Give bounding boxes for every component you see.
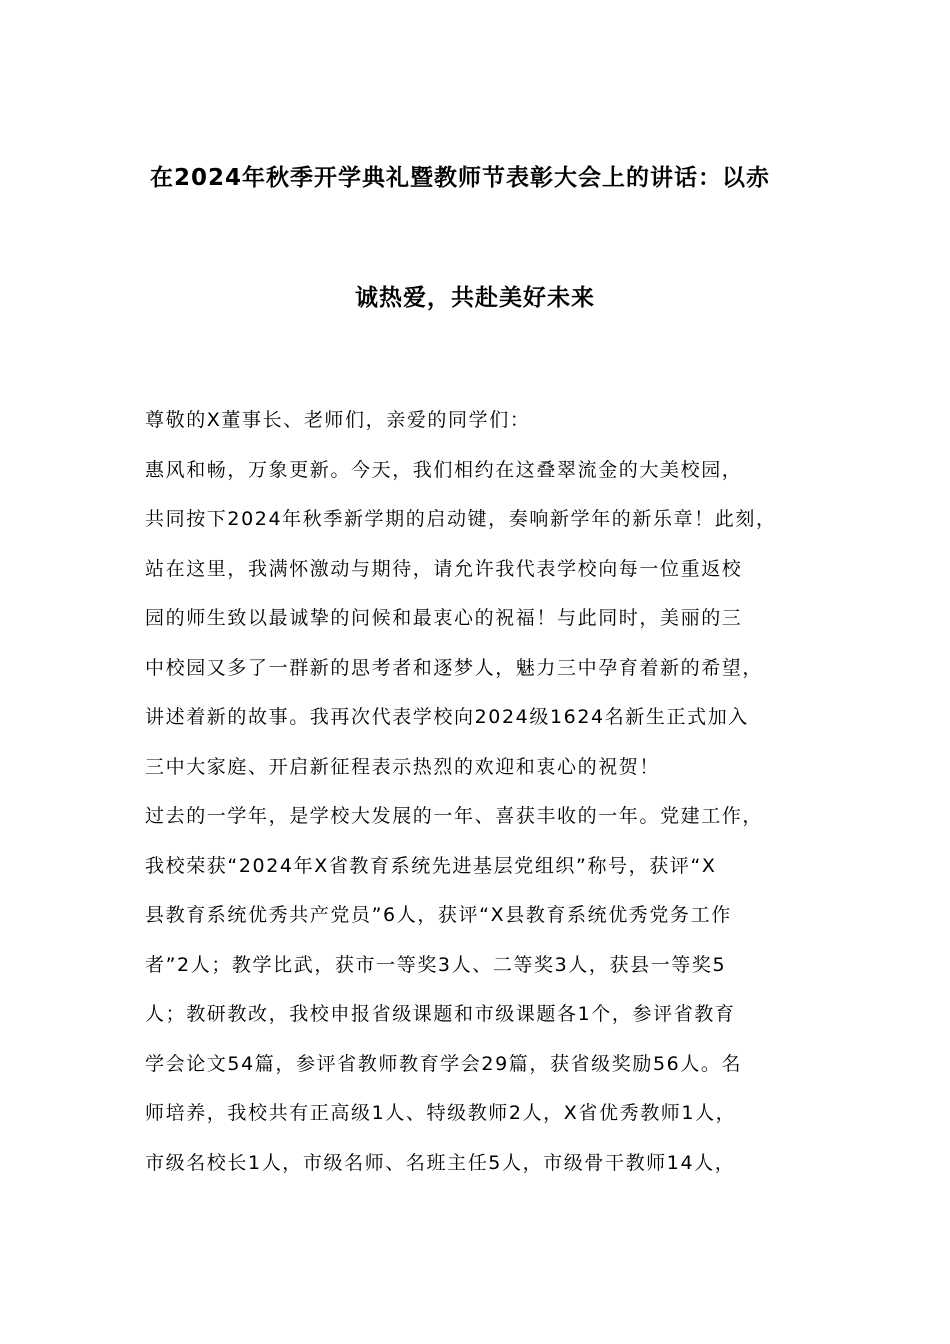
salutation-paragraph [145, 396, 825, 446]
text-line: 中校园又多了一群新的思考者和逐梦人，魅力三中孕育着新的希望， [145, 656, 764, 679]
achievements-paragraph [145, 792, 825, 1188]
text-line: 共同按下2024年秋季新学期的启动键，奏响新学年的新乐章！此刻， [145, 508, 777, 530]
text-line: 者”2人；教学比武，获市一等奖3人、二等奖3人，获县一等奖5 [145, 953, 727, 976]
text-line: 讲述着新的故事。我再次代表学校向2024级1624名新生正式加入 [145, 706, 749, 728]
text-line: 县教育系统优秀共产党员”6人，获评“X县教育系统优秀党务工作 [145, 904, 732, 926]
document-title-line-1: 在2024年秋季开学典礼暨教师节表彰大会上的讲话：以赤 [150, 165, 771, 191]
opening-paragraph [145, 446, 825, 793]
document-body [145, 396, 825, 1188]
text-line: 三中大家庭、开启新征程表示热烈的欢迎和衷心的祝贺！ [145, 755, 661, 778]
text-line: 惠风和畅，万象更新。今天，我们相约在这叠翠流金的大美校园， [145, 458, 743, 481]
text-line: 站在这里，我满怀激动与期待，请允许我代表学校向每一位重返校 [145, 557, 743, 580]
text-line: 人；教研教改，我校申报省级课题和市级课题各1个，参评省教育 [145, 1003, 736, 1025]
text-line: 学会论文54篇，参评省教师教育学会29篇，获省级奖励56人。名 [145, 1052, 743, 1075]
text-line: 过去的一学年，是学校大发展的一年、喜获丰收的一年。党建工作， [145, 805, 764, 827]
text-line: 我校荣获“2024年X省教育系统先进基层党组织”称号，获评“X [145, 854, 717, 877]
document-title-line-2: 诚热爱，共赴美好未来 [355, 285, 595, 311]
text-line: 尊敬的X董事长、老师们，亲爱的同学们： [145, 409, 531, 431]
text-line: 园的师生致以最诚挚的问候和最衷心的祝福！与此同时，美丽的三 [145, 607, 743, 629]
text-line: 市级名校长1人，市级名师、名班主任5人，市级骨干教师14人， [145, 1151, 736, 1174]
text-line: 师培养，我校共有正高级1人、特级教师2人，X省优秀教师1人， [145, 1102, 737, 1124]
